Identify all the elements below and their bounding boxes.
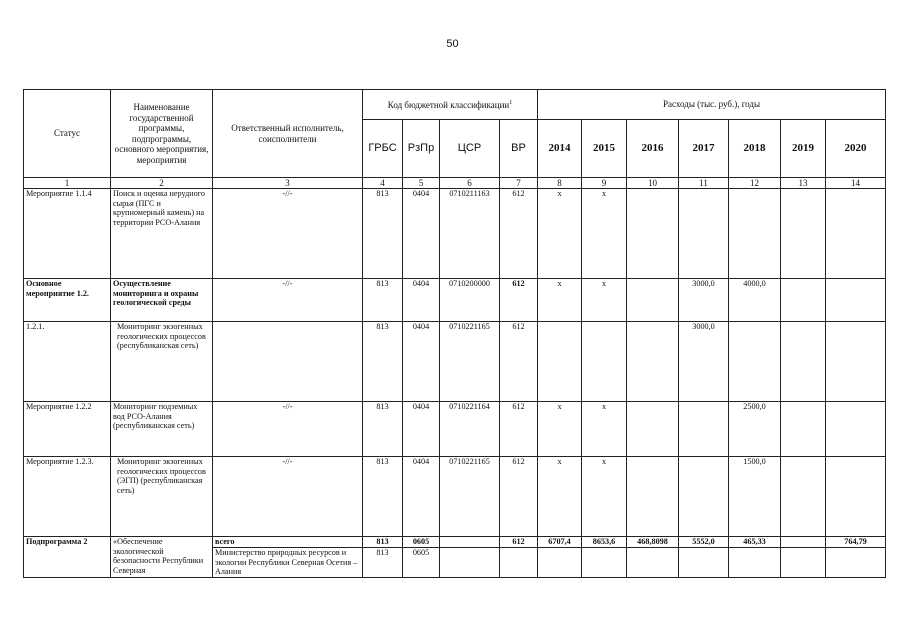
table-row [24,189,886,279]
header-name: Наименование государственной программы, подпрограммы, основного мероприятия, мероприятия [111,90,213,178]
row-name: Осуществление мониторинга и охраны геологической среды [111,279,213,322]
subprogram-y2018: 465,33 [729,537,781,548]
row-y2019 [781,279,826,322]
row-name: Мониторинг подземных вод РСО-Алания (республиканская сеть) [111,402,213,457]
row-y2014: х [538,189,582,279]
row-vr: 612 [500,189,538,279]
header-status: Статус [24,90,111,178]
row-rzpr: 0404 [403,189,440,279]
row-y2017: 3000,0 [679,322,729,402]
row-y2018: 4000,0 [729,279,781,322]
column-number: 6 [440,178,500,189]
subprogram-y2017: 5552,0 [679,537,729,548]
row-vr: 612 [500,322,538,402]
row-y2019 [781,457,826,537]
row-name: Мониторинг экзогенных геологических процессов (республиканская сеть) [111,322,213,402]
subprogram-row [24,537,886,548]
subprogram-y2020: 764,79 [826,537,886,548]
column-numbers-row [24,178,886,189]
row-y2020 [826,402,886,457]
row-grbs: 813 [363,189,403,279]
row-rzpr: 0404 [403,322,440,402]
subprogram-grbs-2: 813 [363,548,403,578]
table-row [24,322,886,402]
header-vr: ВР [500,120,538,178]
row-y2018 [729,189,781,279]
column-number: 2 [111,178,213,189]
row-y2016 [627,279,679,322]
subprogram-y2016: 468,8098 [627,537,679,548]
row-y2015: х [582,402,627,457]
row-y2015: х [582,189,627,279]
header-budget-code: Код бюджетной классификации$^1$ [363,90,538,120]
empty-cell [500,548,538,578]
row-y2019 [781,402,826,457]
row-y2015 [582,322,627,402]
empty-cell [538,548,582,578]
header-grbs: ГРБС [363,120,403,178]
page-number: 50 [446,38,459,50]
row-status: Мероприятие 1.2.2 [24,402,111,457]
row-status: Мероприятие 1.1.4 [24,189,111,279]
row-y2016 [627,402,679,457]
column-number: 9 [582,178,627,189]
row-name: Мониторинг экзогенных геологических процессов (ЭГП) (республиканская сеть) [111,457,213,537]
row-y2020 [826,322,886,402]
row-grbs: 813 [363,322,403,402]
row-executor: -//- [213,457,363,537]
subprogram-grbs: 813 [363,537,403,548]
column-number: 13 [781,178,826,189]
empty-cell [781,548,826,578]
row-vr: 612 [500,457,538,537]
subprogram-rzpr: 0605 [403,537,440,548]
column-number: 8 [538,178,582,189]
row-y2018 [729,322,781,402]
row-rzpr: 0404 [403,279,440,322]
row-status: 1.2.1. [24,322,111,402]
row-y2018: 2500,0 [729,402,781,457]
row-y2017 [679,402,729,457]
row-executor: -//- [213,189,363,279]
row-status: Основное мероприятие 1.2. [24,279,111,322]
header-year: 2015 [582,120,627,178]
column-number: 3 [213,178,363,189]
empty-cell [729,548,781,578]
row-y2020 [826,457,886,537]
column-number: 12 [729,178,781,189]
row-vr: 612 [500,279,538,322]
row-grbs: 813 [363,402,403,457]
header-csr: ЦСР [440,120,500,178]
column-number: 7 [500,178,538,189]
subprogram-status: Подпрограмма 2 [24,537,111,578]
header-year: 2018 [729,120,781,178]
column-number: 11 [679,178,729,189]
header-year: 2017 [679,120,729,178]
row-executor: -//- [213,279,363,322]
table-row [24,457,886,537]
row-executor [213,322,363,402]
row-y2014 [538,322,582,402]
row-grbs: 813 [363,279,403,322]
header-executor: Ответственный исполнитель, соисполнители [213,90,363,178]
empty-cell [440,548,500,578]
subprogram-vr: 612 [500,537,538,548]
row-y2017 [679,189,729,279]
row-y2014: х [538,279,582,322]
row-y2019 [781,322,826,402]
row-name: Поиск и оценка нерудного сырья (ПГС и крупномерный камень) на территории РСО-Алания [111,189,213,279]
column-number: 10 [627,178,679,189]
row-y2015: х [582,279,627,322]
row-csr: 0710221165 [440,457,500,537]
header-expenses: Расходы (тыс. руб.), годы [538,90,886,120]
subprogram-y2014: 6707,4 [538,537,582,548]
column-number: 1 [24,178,111,189]
subprogram-name: «Обеспечение экологической безопасности Республики Северная [111,537,213,578]
row-rzpr: 0404 [403,457,440,537]
row-y2016 [627,322,679,402]
subprogram-csr [440,537,500,548]
header-year: 2019 [781,120,826,178]
column-number: 4 [363,178,403,189]
row-y2020 [826,279,886,322]
table-row [24,279,886,322]
row-csr: 0710221165 [440,322,500,402]
row-status: Мероприятие 1.2.3. [24,457,111,537]
row-csr: 0710200000 [440,279,500,322]
subprogram-y2019 [781,537,826,548]
row-y2014: х [538,402,582,457]
header-year: 2016 [627,120,679,178]
row-csr: 0710221164 [440,402,500,457]
header-year: 2014 [538,120,582,178]
row-csr: 0710211163 [440,189,500,279]
table-row [24,402,886,457]
empty-cell [826,548,886,578]
subprogram-executor-total: всего [213,537,363,548]
row-rzpr: 0404 [403,402,440,457]
subprogram-y2015: 8653,6 [582,537,627,548]
row-y2019 [781,189,826,279]
row-grbs: 813 [363,457,403,537]
row-y2017 [679,457,729,537]
header-row-1 [24,90,886,120]
column-number: 14 [826,178,886,189]
header-rzpr: РзПр [403,120,440,178]
row-vr: 612 [500,402,538,457]
subprogram-executor: Министерство природных ресурсов и экологии Республики Северная Осетия – Алания [213,548,363,578]
subprogram-rzpr-2: 0605 [403,548,440,578]
row-y2014: х [538,457,582,537]
empty-cell [582,548,627,578]
row-y2020 [826,189,886,279]
budget-table [23,89,886,578]
row-y2016 [627,189,679,279]
row-y2015: х [582,457,627,537]
empty-cell [627,548,679,578]
empty-cell [679,548,729,578]
column-number: 5 [403,178,440,189]
row-y2016 [627,457,679,537]
row-executor: -//- [213,402,363,457]
row-y2018: 1500,0 [729,457,781,537]
header-year: 2020 [826,120,886,178]
row-y2017: 3000,0 [679,279,729,322]
